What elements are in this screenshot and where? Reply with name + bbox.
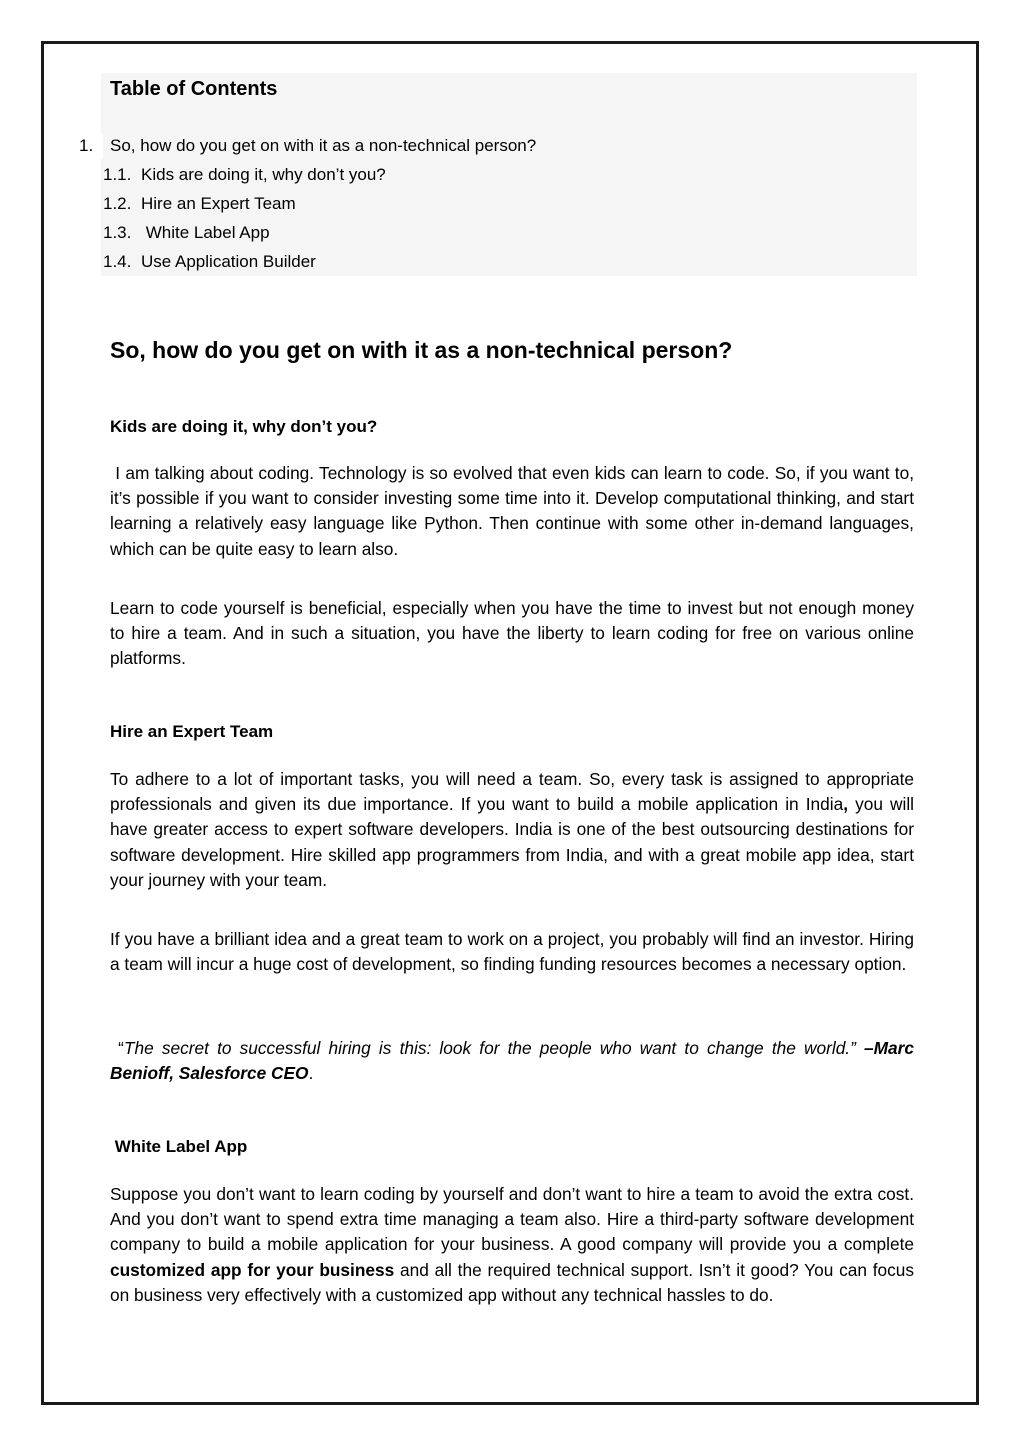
toc-item[interactable] xyxy=(103,192,296,216)
paragraph-text: Suppose you don’t want to learn coding by yourself and don’t want to hire a team to avoid the extra cost. And you don’t want to spend extra time managing a team also. Hire a third-party software development company to build a mobile application for your business. A good company will provide you a complete xyxy=(110,1184,914,1255)
toc-item-label: Hire an Expert Team xyxy=(141,194,296,213)
paragraph-text-bold: customized app for your business xyxy=(110,1259,395,1280)
paragraph xyxy=(110,1182,914,1308)
paragraph-text-bold: , xyxy=(843,794,849,815)
quote-author: –Marc Benioff, Salesforce CEO xyxy=(110,1038,914,1084)
paragraph: Learn to code yourself is beneficial, especially when you have the time to invest but not enough money to hire a team. And in such a situation, you have the liberty to learn coding for free on various online platforms. xyxy=(110,598,914,669)
toc-item[interactable] xyxy=(103,221,270,245)
paragraph: If you have a brilliant idea and a great team to work on a project, you probably will find an investor. Hiring a team will incur a huge cost of development, so finding funding resources becomes a necessary option. xyxy=(110,929,914,975)
toc-item-label: White Label App xyxy=(141,223,270,242)
subsection-heading-kids: Kids are doing it, why don’t you? xyxy=(110,417,378,436)
toc-item[interactable] xyxy=(103,163,386,187)
subsection-heading-white-label: White Label App xyxy=(110,1137,248,1156)
toc-item-number: 1. xyxy=(77,133,103,159)
paragraph-text: To adhere to a lot of important tasks, you will need a team. So, every task is assigned to appropriate professionals and given its due importance. If you want to build a mobile application in India xyxy=(110,769,914,815)
paragraph: I am talking about coding. Technology is so evolved that even kids can learn to code. So, if you want to, it’s possible if you want to consider investing some time into it. Develop computational thinking, and start learning a relatively easy language like Python. Then continue with some other in-demand languages, which can be quite easy to learn also. xyxy=(110,463,919,559)
paragraph xyxy=(110,767,914,893)
toc-item-number: 1.1. xyxy=(103,165,132,184)
paragraph-text: and all the required technical support. Isn’t it good? You can focus on business very effectively with a customized app without any technical hassles to do. xyxy=(110,1259,915,1305)
toc-item-number: 1.4. xyxy=(103,252,132,271)
paragraph-text: you will have greater access to expert software developers. India is one of the best outsourcing destinations for software development. Hire skilled app programmers from India, and with a great mobile app idea, start your journey with your team. xyxy=(110,794,914,890)
toc-item-label: Kids are doing it, why don’t you? xyxy=(141,165,386,184)
toc-item[interactable] xyxy=(110,134,536,158)
toc-item-label: So, how do you get on with it as a non-technical person? xyxy=(110,136,537,155)
quote-end: . xyxy=(308,1063,314,1084)
quote xyxy=(110,1036,914,1086)
subsection-heading-expert-team: Hire an Expert Team xyxy=(110,722,274,741)
section-heading: So, how do you get on with it as a non-technical person? xyxy=(110,337,733,363)
toc-item-number: 1.3. xyxy=(103,223,132,242)
toc-item[interactable] xyxy=(103,250,316,274)
toc-item-number: 1.2. xyxy=(103,194,132,213)
quote-text: The secret to successful hiring is this: look for the people who want to change the world.” xyxy=(123,1038,865,1058)
toc-item-label: Use Application Builder xyxy=(141,252,316,271)
quote-mark: “ xyxy=(110,1038,124,1058)
toc-title: Table of Contents xyxy=(110,78,278,100)
